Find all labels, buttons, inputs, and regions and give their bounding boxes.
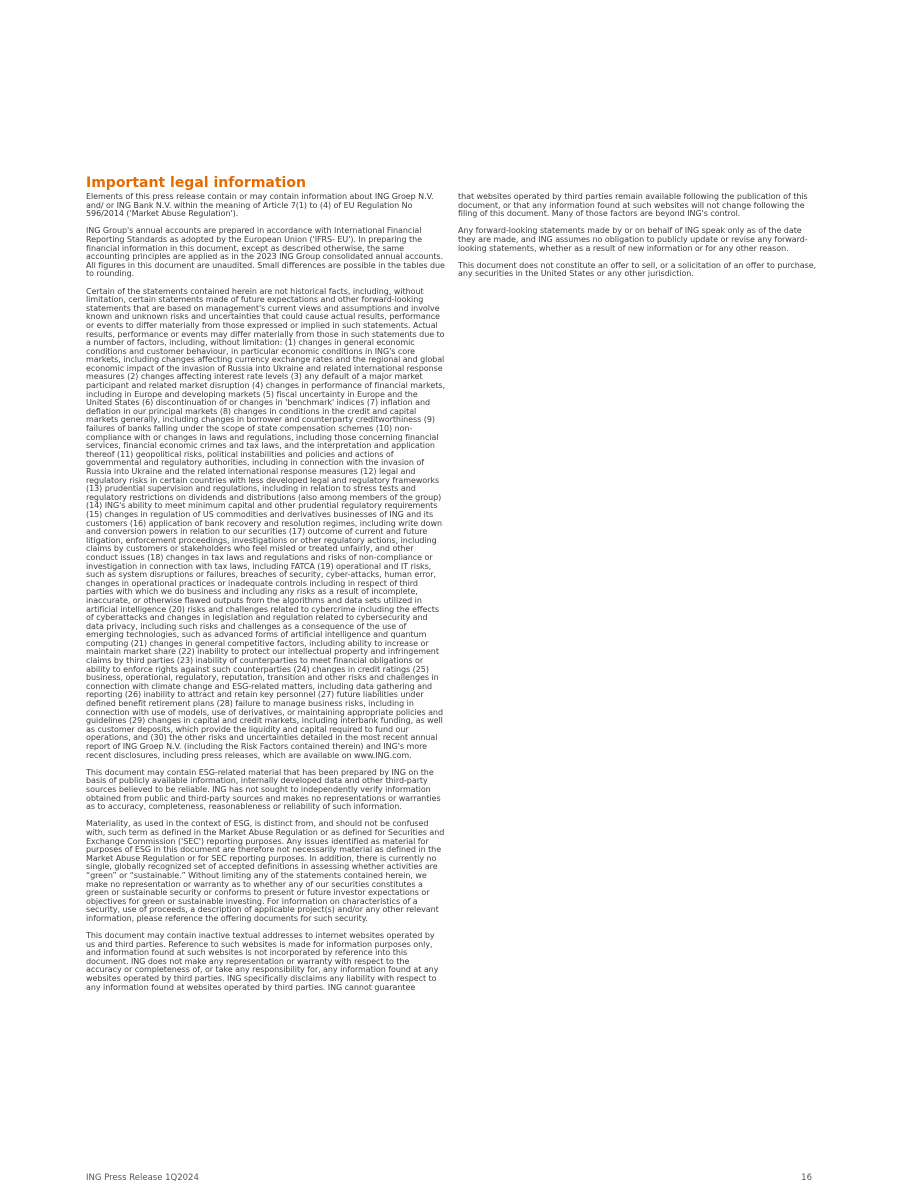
left-column [86,193,446,1001]
paragraph-forward-looking-risks: Certain of the statements contained herein are not historical facts, including, without limitation, certain statements made of future expectations and other forward-looking statements that are based on management's current views and assumptions and involve known and unknown risks and uncertainties that could cause actual results, performance or events to differ materially from those expressed or implied in such statements. Actual results, performance or events may differ materially from those in such statements due to a number of factors, including, without limitation: (1) changes in general economic conditions and customer behaviour, in particular economic conditions in ING's core markets, including changes affecting currency exchange rates and the regional and global economic impact of the invasion of Russia into Ukraine and related international response measures (2) changes affecting interest rate levels (3) any default of a major market participant and related market disruption (4) changes in performance of financial markets, including in Europe and developing markets (5) fiscal uncertainty in Europe and the United States (6) discontinuation of or changes in 'benchmark' indices (7) inflation and deflation in our principal markets (8) changes in conditions in the credit and capital markets generally, including changes in borrower and counterparty creditworthiness (9) failures of banks falling under the scope of state compensation schemes (10) non-compliance with or changes in laws and regulations, including those concerning financial services, financial economic crimes and tax laws, and the interpretation and application thereof (11) geopolitical risks, political instabilities and policies and actions of governmental and regulatory authorities, including in connection with the invasion of Russia into Ukraine and the related international response measures (12) legal and regulatory risks in certain countries with less developed legal and regulatory frameworks (13) prudential supervision and regulations, including in relation to stress tests and regulatory restrictions on dividends and distributions (also among members of the group) (14) ING's ability to meet minimum capital and other prudential regulatory requirements (15) changes in regulation of US commodities and derivatives businesses of ING and its customers (16) application of bank recovery and resolution regimes, including write down and conversion powers in relation to our securities (17) outcome of current and future litigation, enforcement proceedings, investigations or other regulatory actions, including claims by customers or stakeholders who feel misled or treated unfairly, and other conduct issues (18) changes in tax laws and regulations and risks of non-compliance or investigation in connection with tax laws, including FATCA (19) operational and IT risks, such as system disruptions or failures, breaches of security, cyber-attacks, human error, changes in operational practices or inadequate controls including in respect of third parties with which we do business and including any risks as a result of incomplete, inaccurate, or otherwise flawed outputs from the algorithms and data sets utilized in artificial intelligence (20) risks and challenges related to cybercrime including the effects of cyberattacks and changes in legislation and regulation related to cybersecurity and data privacy, including such risks and challenges as a consequence of the use of emerging technologies, such as advanced forms of artificial intelligence and quantum computing (21) changes in general competitive factors, including ability to increase or maintain market share (22) inability to protect our intellectual property and infringement claims by third parties (23) inability of counterparties to meet financial obligations or ability to enforce rights against such counterparties (24) changes in credit ratings (25) business, operational, regulatory, reputation, transition and other risks and challenges in connection with climate change and ESG-related matters, including data gathering and reporting (26) inability to attract and retain key personnel (27) future liabilities under defined benefit retirement plans (28) failure to manage business risks, including in connection with use of models, use of derivatives, or maintaining appropriate policies and guidelines (29) changes in capital and credit markets, including interbank funding, as well as customer deposits, which provide the liquidity and capital required to fund our operations, and (30) the other risks and uncertainties detailed in the most recent annual report of ING Groep N.V. (including the Risk Factors contained therein) and ING's more recent disclosures, including press releases, which are available on www.ING.com. [86,286,445,760]
page-heading: Important legal information [86,175,306,191]
paragraph-websites: This document may contain inactive textual addresses to internet websites operated by us and third parties. Reference to such websites is made for information purposes only, and information found at such websites is not incorporated by reference into this document. ING does not make any representation or warranty with respect to the accuracy or completeness of, or take any responsibility for, any information found at any websites operated by third parties. ING specifically disclaims any liability with respect to any information found at websites operated by third parties. ING cannot guarantee [86,931,439,992]
paragraph-market-abuse: Elements of this press release contain or may contain information about ING Groep N.V. and/ or ING Bank N.V. within the meaning of Article 7(1) to (4) of EU Regulation No 596/2014 ('Market Abuse Regulation'). [86,192,434,219]
page-number: 16 [801,1173,812,1183]
paragraph-no-offer: This document does not constitute an offer to sell, or a solicitation of an offer to purchase, any securities in the United States or any other jurisdiction. [458,260,817,279]
paragraph-esg-material: This document may contain ESG-related material that has been prepared by ING on the basis of publicly available information, internally developed data and other third-party sources believed to be reliable. ING has not sought to independently verify information obtained from public and third-party sources and makes no representations or warranties as to accuracy, completeness, reasonableness or reliability of such information. [86,767,441,812]
footer-title: ING Press Release 1Q2024 [86,1173,199,1183]
right-column [458,193,820,288]
paragraph-no-update-obligation: Any forward-looking statements made by or on behalf of ING speak only as of the date they are made, and ING assumes no obligation to publicly update or revise any forward-looking statements, whether as a result of new information or for any other reason. [458,226,808,253]
paragraph-ifrs: ING Group's annual accounts are prepared in accordance with International Financial Reporting Standards as adopted by the European Union ('IFRS- EU'). In preparing the financial information in this document, except as described otherwise, the same accounting principles are applied as in the 2023 ING Group consolidated annual accounts. All figures in this document are unaudited. Small differences are possible in the tables due to rounding. [86,226,445,279]
paragraph-materiality: Materiality, as used in the context of ESG, is distinct from, and should not be confused with, such term as defined in the Market Abuse Regulation or as defined for Securities and Exchange Commission ('SEC') reporting purposes. Any issues identified as material for purposes of ESG in this document are therefore not necessarily material as defined in the Market Abuse Regulation or for SEC reporting purposes. In addition, there is currently no single, globally recognized set of accepted definitions in assessing whether activities are “green” or “sustainable.” Without limiting any of the statements contained herein, we make no representation or warranty as to whether any of our securities constitutes a green or sustainable security or conforms to present or future investor expectations or objectives for green or sustainable investing. For information on characteristics of a security, use of proceeds, a description of applicable project(s) and/or any other relevant information, please reference the offering documents for such security. [86,819,445,923]
paragraph-websites-continued: that websites operated by third parties remain available following the publication of this document, or that any information found at such websites will not change following the filing of this document. Many of those factors are beyond ING's control. [458,192,808,219]
